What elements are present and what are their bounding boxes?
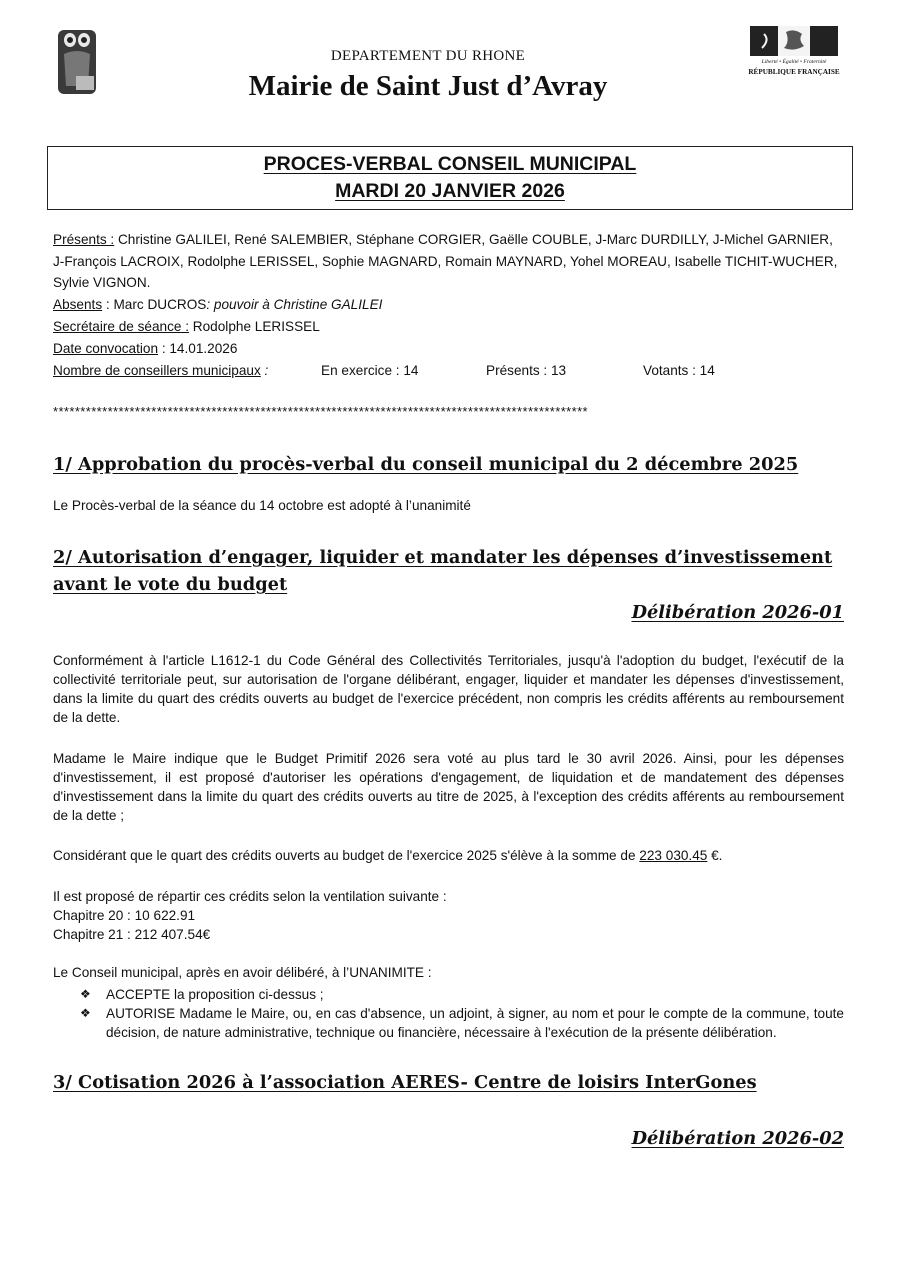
presents-line-1 (53, 232, 833, 247)
presents-names-2: J-François LACROIX, Rodolphe LERISSEL, Sophie MAGNARD, Romain MAYNARD, Yohel MOREAU, Isabelle TICHIT-WUCHER, (53, 254, 838, 269)
bullet-item (80, 1004, 844, 1042)
document-title: PROCES-VERBAL CONSEIL MUNICIPAL (263, 153, 637, 175)
votants: Votants : 14 (643, 363, 715, 378)
meeting-date: MARDI 20 JANVIER 2026 (335, 180, 565, 202)
section-2-paragraph-1: Conformément à l'article L1612-1 du Code Général des Collectivités Territoriales, jusqu'à l'adoption du budget, l'exécutif de la collectivité territoriale peut, sur autorisation de l'organe délibérant, engager, liquider et mandater les dépenses d'investissement, dans la limite du quart des crédits ouverts au budget de l'exercice précédent, non compris les crédits afférents au remboursement de la dette. (53, 653, 844, 725)
mairie-title: Mairie de Saint Just d’Avray (248, 70, 608, 102)
conseil-decision: Le Conseil municipal, après en avoir délibéré, à l’UNANIMITE : (53, 965, 432, 980)
department-name: DEPARTEMENT DU RHONE (330, 48, 526, 64)
republic-name: RÉPUBLIQUE FRANÇAISE (748, 68, 840, 76)
quart-amount: 223 030.45 (639, 848, 708, 863)
paragraph-3-text: Considérant que le quart des crédits ouverts au budget de l'exercice 2025 s'élève à la somme de (53, 848, 640, 863)
bullet-item (80, 985, 844, 1004)
presents-label: Présents : (53, 232, 115, 247)
presents-names-3: Sylvie VIGNON. (53, 275, 151, 290)
chapitre-21: Chapitre 21 : 212 407.54€ (53, 927, 211, 942)
nombre-colon: : (260, 363, 269, 378)
presents-count: Présents : 13 (486, 363, 567, 378)
bullet-icon: ❖ (80, 1006, 91, 1020)
ventilation-intro: Il est proposé de répartir ces crédits selon la ventilation suivante : (53, 889, 447, 904)
secretaire-value: Rodolphe LERISSEL (189, 319, 320, 334)
section-2-heading (53, 544, 833, 598)
date-value: : 14.01.2026 (158, 341, 238, 356)
nombre-line (53, 363, 268, 378)
section-2-heading-line-2: avant le vote du budget (53, 574, 288, 595)
paragraph-3-currency: €. (707, 848, 723, 863)
absents-value: : Marc DUCROS (102, 297, 207, 312)
nombre-label: Nombre de conseillers municipaux (53, 363, 261, 378)
section-3-heading: 3/ Cotisation 2026 à l’association AERES- Centre de loisirs InterGones (53, 1072, 757, 1093)
deliberation-2026-01: Délibération 2026-01 (631, 602, 844, 623)
bullet-icon: ❖ (80, 987, 91, 1001)
section-2-heading-line-1: 2/ Autorisation d’engager, liquider et mandater les dépenses d’investissement (53, 547, 833, 568)
date-label: Date convocation (53, 341, 159, 356)
secretaire-line (53, 319, 320, 334)
republic-motto: Liberté • Égalité • Fraternité (761, 59, 827, 65)
section-2-paragraph-3 (53, 848, 722, 863)
date-line (53, 341, 237, 356)
en-exercice: En exercice : 14 (321, 363, 419, 378)
bullet-autorise: AUTORISE Madame le Maire, ou, en cas d'absence, un adjoint, à signer, au nom et pour le compte de la commune, toute décision, de nature administrative, technique ou financière, nécessaire à l'exécution de la présente délibération. (106, 1006, 844, 1040)
title-box (47, 146, 853, 210)
chapitre-20: Chapitre 20 : 10 622.91 (53, 908, 196, 923)
absents-label: Absents (53, 297, 103, 312)
absents-pouvoir: : pouvoir à Christine GALILEI (206, 297, 383, 312)
section-1-heading: 1/ Approbation du procès-verbal du conseil municipal du 2 décembre 2025 (53, 454, 799, 475)
absents-line (53, 297, 382, 312)
bullet-accepte: ACCEPTE la proposition ci-dessus ; (106, 987, 324, 1002)
presents-names-1: Christine GALILEI, René SALEMBIER, Stéphane CORGIER, Gaëlle COUBLE, J-Marc DURDILLY, J-Michel GARNIER, (117, 232, 833, 247)
secretaire-label: Secrétaire de séance : (53, 319, 190, 334)
section-2-paragraph-2: Madame le Maire indique que le Budget Primitif 2026 sera voté au plus tard le 30 avril 2026. Ainsi, pour les dépenses d'investissement, il est proposé d'autoriser les opérations d'engagement, de liquidation et de mandatement des dépenses d'investissement dans la limite du quart des crédits ouverts au titre de 2025, à l'exception des crédits afférents au remboursement de la dette ; (53, 751, 844, 823)
section-1-text: Le Procès-verbal de la séance du 14 octobre est adopté à l’unanimité (53, 498, 471, 513)
deliberation-2026-02: Délibération 2026-02 (631, 1128, 844, 1149)
separator: ************************************************************************************************** (53, 404, 588, 419)
